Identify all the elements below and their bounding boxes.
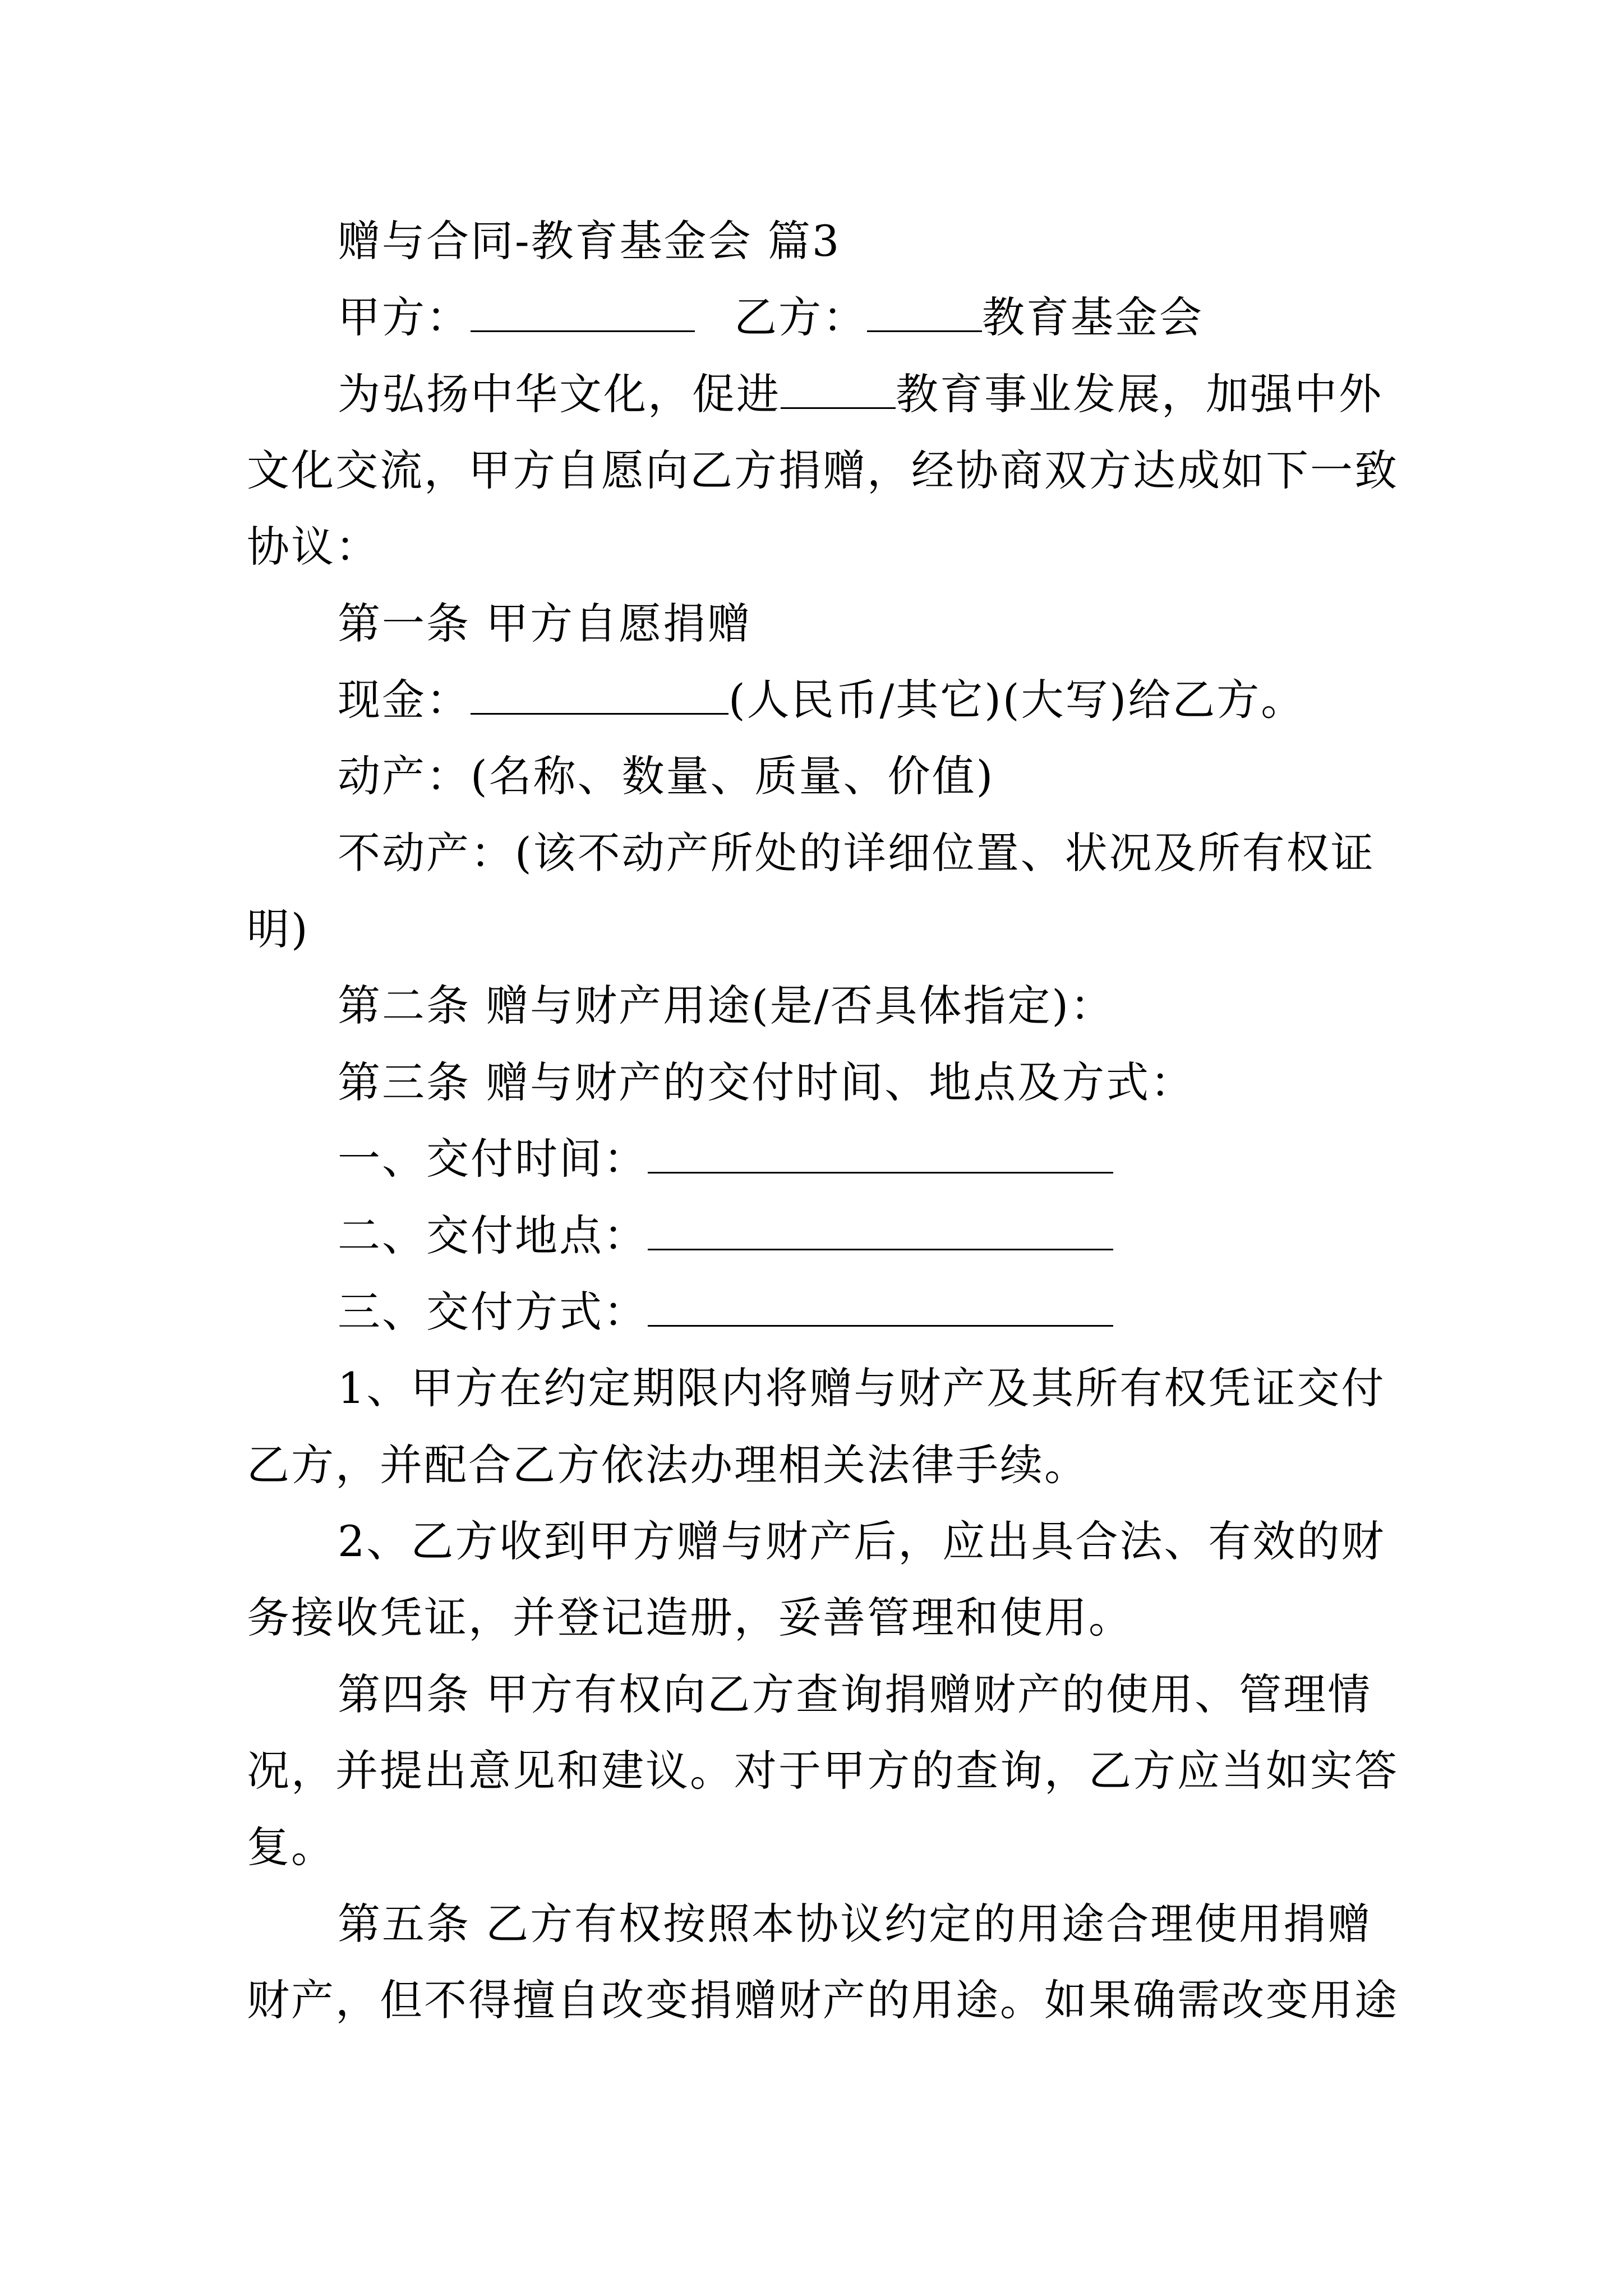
party-a-blank bbox=[471, 291, 695, 332]
immovable-line-2: 明) bbox=[247, 904, 310, 954]
document-title: 赠与合同-教育基金会 篇3 bbox=[338, 216, 841, 266]
clause-2-line-2: 务接收凭证，并登记造册，妥善管理和使用。 bbox=[247, 1593, 1133, 1642]
delivery-time-label: 一、交付时间： bbox=[338, 1134, 648, 1184]
intro-blank bbox=[781, 368, 896, 409]
party-b-blank bbox=[867, 291, 982, 332]
party-a-label: 甲方： bbox=[338, 292, 471, 342]
article-1-heading: 第一条 甲方自愿捐赠 bbox=[338, 599, 752, 648]
clause-1-line-1: 1、甲方在约定期限内将赠与财产及其所有权凭证交付 bbox=[338, 1363, 1386, 1413]
delivery-method-label: 三、交付方式： bbox=[338, 1287, 648, 1337]
party-b-suffix: 教育基金会 bbox=[982, 292, 1204, 342]
cash-suffix: (人民币/其它)(大写)给乙方。 bbox=[728, 675, 1306, 725]
immovable-line-1: 不动产：(该不动产所处的详细位置、状况及所有权证 bbox=[338, 828, 1375, 878]
article-3-heading: 第三条 赠与财产的交付时间、地点及方式： bbox=[338, 1057, 1195, 1107]
delivery-method-line bbox=[0, 1285, 1623, 1339]
delivery-method-blank bbox=[648, 1286, 1113, 1327]
intro-line-1 bbox=[0, 367, 1623, 421]
article-5-line-2: 财产，但不得擅自改变捐赠财产的用途。如果确需改变用途 bbox=[247, 1975, 1399, 2025]
article-4-line-3: 复。 bbox=[247, 1822, 335, 1872]
clause-1-line-2: 乙方，并配合乙方依法办理相关法律手续。 bbox=[247, 1440, 1089, 1490]
cash-label: 现金： bbox=[338, 675, 471, 725]
delivery-time-blank bbox=[648, 1133, 1113, 1174]
article-4-line-2: 况，并提出意见和建议。对于甲方的查询，乙方应当如实答 bbox=[247, 1746, 1399, 1796]
cash-blank bbox=[471, 674, 728, 715]
article-5-line-1: 第五条 乙方有权按照本协议约定的用途合理使用捐赠 bbox=[338, 1899, 1372, 1949]
intro-line-3: 协议： bbox=[247, 522, 380, 572]
clause-2-line-1: 2、乙方收到甲方赠与财产后，应出具合法、有效的财 bbox=[338, 1516, 1386, 1566]
party-b-label: 乙方： bbox=[734, 292, 867, 342]
article-4-line-1: 第四条 甲方有权向乙方查询捐赠财产的使用、管理情 bbox=[338, 1669, 1372, 1719]
movable-line: 动产：(名称、数量、质量、价值) bbox=[338, 751, 995, 801]
intro-line-1-post: 教育事业发展，加强中外 bbox=[896, 369, 1383, 419]
delivery-time-line bbox=[0, 1132, 1623, 1186]
intro-line-1-pre: 为弘扬中华文化，促进 bbox=[338, 369, 781, 419]
cash-line bbox=[0, 673, 1623, 727]
delivery-place-label: 二、交付地点： bbox=[338, 1211, 648, 1260]
intro-line-2: 文化交流，甲方自愿向乙方捐赠，经协商双方达成如下一致 bbox=[247, 445, 1399, 495]
article-2-heading: 第二条 赠与财产用途(是/否具体指定)： bbox=[338, 981, 1115, 1030]
delivery-place-blank bbox=[648, 1209, 1113, 1250]
parties-line bbox=[0, 291, 1623, 344]
delivery-place-line bbox=[0, 1209, 1623, 1263]
